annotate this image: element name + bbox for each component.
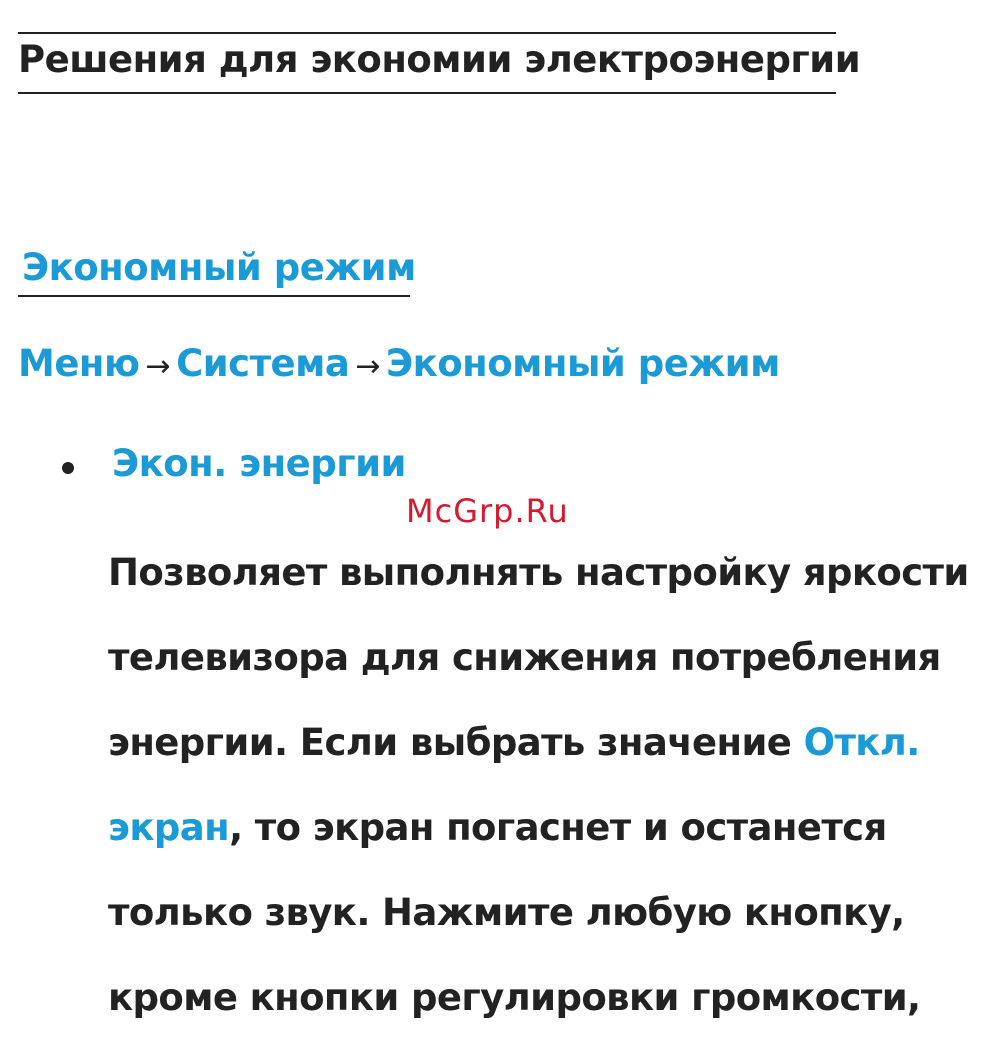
- top-rule: [18, 32, 836, 34]
- title-underline: [18, 92, 836, 94]
- section-heading: Экономный режим: [22, 246, 416, 289]
- menu-path-item-menu: Меню: [18, 342, 140, 385]
- description-line: только звук. Нажмите любую кнопку,: [108, 891, 905, 934]
- menu-path-item-system: Система: [176, 342, 350, 385]
- menu-path: [18, 342, 780, 385]
- highlight-option-screen: экран: [108, 806, 230, 849]
- menu-path-arrow-icon: →: [355, 349, 380, 384]
- description-line: кроме кнопки регулировки громкости,: [108, 976, 921, 1019]
- highlight-option-screen-off: Откл.: [803, 721, 920, 764]
- bullet-icon: [62, 462, 74, 474]
- description-text: , то экран погаснет и останется: [229, 806, 887, 849]
- watermark: McGrp.Ru: [406, 492, 569, 530]
- section-heading-underline: [18, 295, 410, 297]
- description-line: [108, 700, 988, 785]
- description-line: Позволяет выполнять настройку яркости: [108, 551, 969, 594]
- page-title: Решения для экономии электроэнергии: [18, 38, 861, 81]
- description-text: энергии. Если выбрать значение: [108, 721, 804, 764]
- menu-path-item-eco-mode: Экономный режим: [386, 342, 780, 385]
- description-line: [108, 785, 988, 870]
- option-title: Экон. энергии: [112, 442, 406, 485]
- description-line: телевизора для снижения потребления: [108, 636, 941, 679]
- option-description: [108, 530, 988, 1040]
- menu-path-arrow-icon: →: [145, 349, 171, 384]
